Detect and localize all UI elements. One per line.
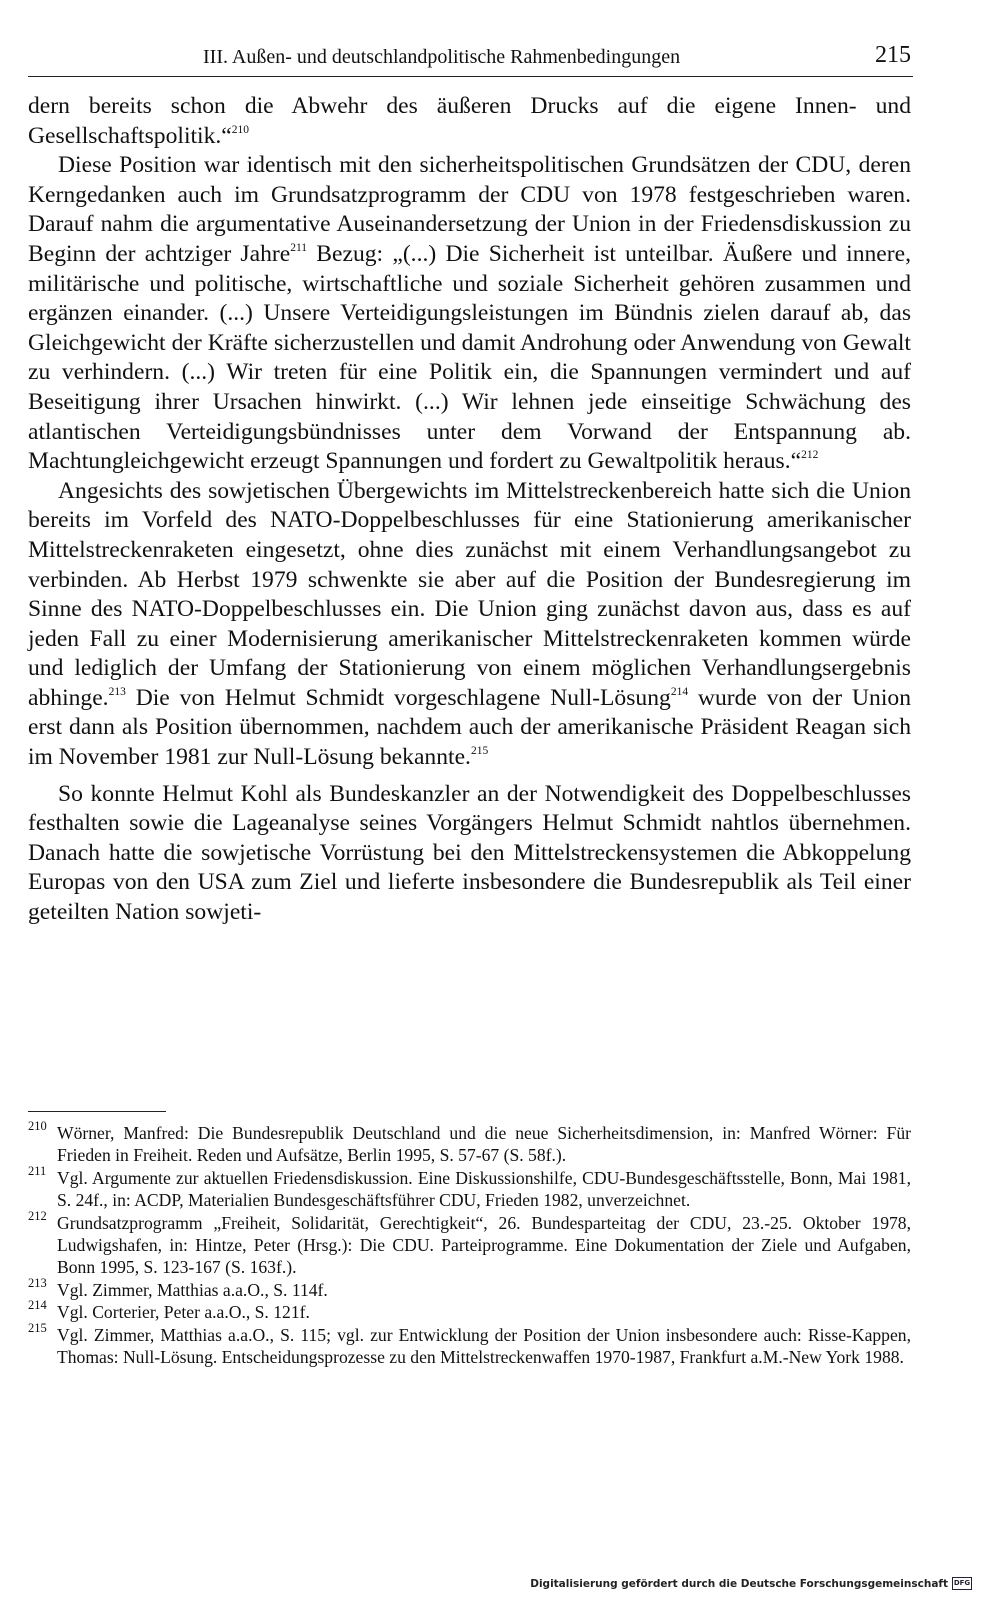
paragraph-3 [28, 477, 911, 773]
footnote-text: Wörner, Manfred: Die Bundesrepublik Deutschland und die neue Sicherheitsdimension, in: Manfred Wörner: Für Frieden in Freiheit. Reden und Aufsätze, Berlin 1995, S. 57-67 (S. 58f.). [57, 1123, 911, 1166]
footnote-215 [28, 1320, 911, 1369]
running-head-title: III. Außen- und deutschlandpolitische Rahmenbedingungen [203, 46, 681, 68]
page-number: 215 [875, 42, 911, 68]
footnote-number: 210 [28, 1119, 47, 1133]
footnote-text: Grundsatzprogramm „Freiheit, Solidarität, Gerechtigkeit“, 26. Bundesparteitag der CDU, 23.-25. Oktober 1978, Ludwigshafen, in: Hintze, Peter (Hrsg.): Die CDU. Parteiprogramme. Eine Dokumentation der Ziele und Aufgaben, Bonn 1995, S. 123-167 (S. 163f.). [57, 1212, 911, 1278]
paragraph-3-text-c: wurde von der Union erst dann als Position übernommen, nachdem auch der amerikanische Präsident Reagan sich im November 1981 zur Null-Lösung bekannte. [28, 684, 911, 771]
footnote-number: 214 [28, 1298, 47, 1313]
footnote-212 [28, 1208, 911, 1279]
main-text [28, 92, 911, 928]
paragraph-2-text-b: Bezug: „(...) Die Sicherheit ist unteilbar. Äußere und innere, militärische und politische, wirtschaftliche und soziale Sicherheit gehören zusammen und ergänzen einander. (...) Unsere Verteidigungsleistungen im Bündnis zielen darauf ab, das Gleichgewicht der Kräfte sicherzustellen und damit Androhung oder Anwendung von Gewalt zu verhindern. (...) Wir treten für eine Politik ein, die Spannungen vermindert und auf Beseitigung ihrer Ursachen hinwirkt. (...) Wir lehnen jede einseitige Schwächung des atlantischen Verteidigungsbündnisses unter dem Vorwand der Entspannung ab. Machtungleichgewicht erzeugt Spannungen und fordert zu Gewaltpolitik heraus.“ [28, 240, 911, 475]
paragraph-1-text: dern bereits schon die Abwehr des äußeren Drucks auf die eigene Innen- und Gesellschaftspolitik.“ [28, 93, 911, 149]
running-header [28, 40, 913, 77]
footnote-text: Vgl. Zimmer, Matthias a.a.O., S. 115; vgl. zur Entwicklung der Position der Union insbesondere auch: Risse-Kappen, Thomas: Null-Lösung. Entscheidungsprozesse zu den Mittelstreckenwaffen 1970-1987, Frankfurt a.M.-New York 1988. [57, 1324, 911, 1368]
footnote-number: 212 [28, 1208, 47, 1223]
footnote-211 [28, 1163, 911, 1212]
footnote-ref-214: 214 [670, 685, 689, 698]
paragraph-2-text-a: Diese Position war identisch mit den sicherheitspolitischen Grundsätzen der CDU, deren Kerngedanken auch im Grundsatzprogramm der CDU von 1978 festgeschrieben waren. Darauf nahm die argumentative Auseinandersetzung der Union in der Friedensdiskussion zu Beginn der achtziger Jahre [28, 152, 911, 267]
footnote-text: Vgl. Zimmer, Matthias a.a.O., S. 114f. [57, 1279, 328, 1300]
footnote-number: 215 [28, 1320, 47, 1335]
footnote-ref-215: 215 [470, 745, 489, 758]
footnote-number: 211 [28, 1163, 47, 1178]
paragraph-2 [28, 151, 911, 477]
footnote-text: Vgl. Corterier, Peter a.a.O., S. 121f. [57, 1302, 310, 1323]
footnote-ref-211: 211 [290, 241, 308, 254]
paragraph-1 [28, 92, 911, 151]
footnote-ref-213: 213 [108, 685, 126, 698]
dfg-logo-icon: DFG [952, 1577, 972, 1590]
footnote-number: 213 [28, 1275, 47, 1290]
footnote-214 [28, 1298, 911, 1323]
paragraph-3-text-a: Angesichts des sowjetischen Übergewichts im Mittelstreckenbereich hatte sich die Union bereits im Vorfeld des NATO-Doppelbeschlusses für eine Stationierung amerikanischer Mittelstreckenraketen eingesetzt, ohne dies zunächst mit einem Verhandlungsangebot zu verbinden. Ab Herbst 1979 schwenkte sie aber auf die Position der Bundesregierung im Sinne des NATO-Doppelbeschlusses ein. Die Union ging zunächst davon aus, dass es auf jeden Fall zu einer Modernisierung amerikanischer Mittelstreckenraketen kommen würde und lediglich der Umfang der Stationierung von einem möglichen Verhandlungsergebnis abhinge. [28, 477, 911, 711]
digitization-credit: Digitalisierung gefördert durch die Deutsche Forschungsgemeinschaft [530, 1578, 948, 1590]
footnote-210 [28, 1119, 911, 1167]
footnote-ref-210: 210 [231, 123, 250, 136]
footnote-ref-212: 212 [801, 449, 819, 462]
footnote-separator [28, 1111, 166, 1112]
footnotes [28, 1119, 911, 1368]
paragraph-3-text-b: Die von Helmut Schmidt vorgeschlagene Null-Lösung [125, 684, 671, 711]
footnote-text: Vgl. Argumente zur aktuellen Friedensdiskussion. Eine Diskussionshilfe, CDU-Bundesgeschäftsstelle, Bonn, Mai 1981, S. 24f., in: ACDP, Materialien Bundesgeschäftsführer CDU, Frieden 1982, unverzeichnet. [57, 1167, 911, 1211]
paragraph-4: So konnte Helmut Kohl als Bundeskanzler an der Notwendigkeit des Doppelbeschlusses festhalten sowie die Lageanalyse seines Vorgängers Helmut Schmidt nahtlos übernehmen. Danach hatte die sowjetische Vorrüstung bei den Mittelstreckensystemen die Abkoppelung Europas von den USA zum Ziel und lieferte insbesondere die Bundesrepublik als Teil einer geteilten Nation sowjeti- [28, 780, 911, 926]
footnote-213 [28, 1275, 911, 1301]
